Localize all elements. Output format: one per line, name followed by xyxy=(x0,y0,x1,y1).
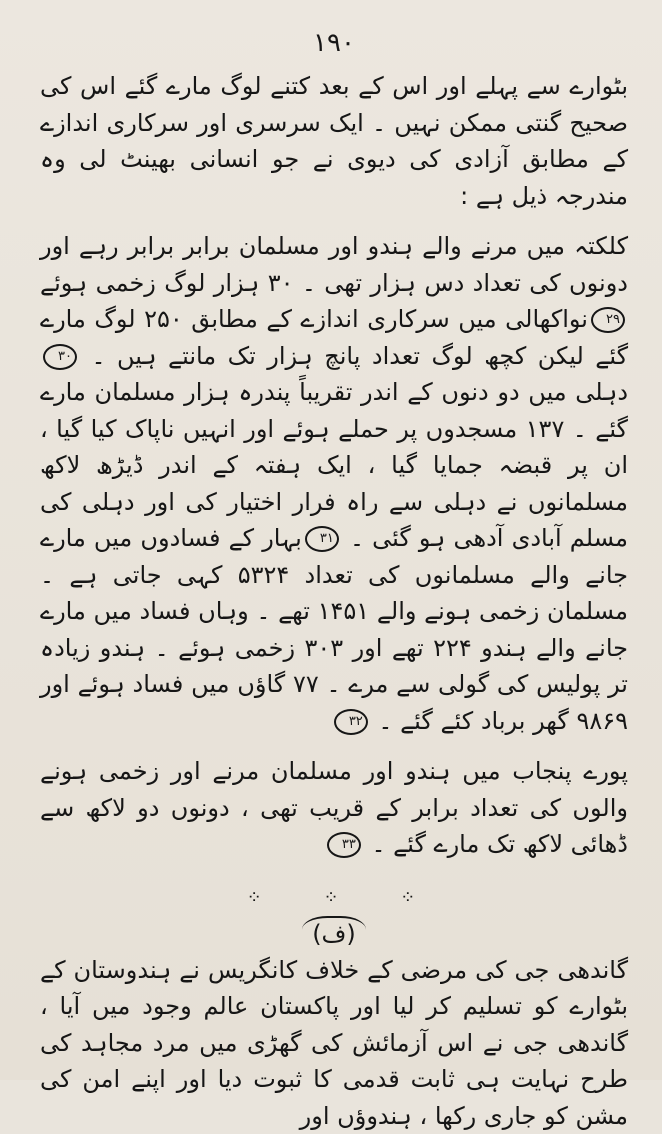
paragraph-text: نواکھالی میں سرکاری اندازے کے مطابق ۲۵۰ لوگ مارے گئے لیکن کچھ لوگ تعداد پانچ ہزار تک مانتے ہیں ۔ xyxy=(40,305,628,370)
footnote-marker: ۲۹ xyxy=(591,307,625,333)
closing-body xyxy=(40,952,628,1134)
paragraph-text: بٹوارے سے پہلے اور اس کے بعد کتنے لوگ مارے گئے اس کی صحیح گنتی ممکن نہیں ۔ ایک سرسری اور سرکاری اندازے کے مطابق آزادی کی دیوی نے جو انسانی بھینٹ لی وہ مندرجہ ذیل ہے : xyxy=(40,72,628,210)
closing-paragraph: گاندھی جی کی مرضی کے خلاف کانگریس نے ہندوستان کے بٹوارے کو تسلیم کر لیا اور پاکستان عالم وجود میں آیا ، گاندھی جی نے اس آزمائش کی گھڑی میں مرد مجاہد کی طرح نہایت ہی ثابت قدمی کا ثبوت دیا اور اپنے امن کی مشن کو جاری رکھا ، ہندوؤں اور xyxy=(40,952,628,1134)
paragraph-text: دہلی میں دو دنوں کے اندر تقریباً پندرہ ہزار مسلمان مارے گئے ۔ ۱۳۷ مسجدوں پر حملے ہوئے اور انہیں ناپاک کیا گیا ، ان پر قبضہ جمایا گیا ، ایک ہفتہ کے اندر ڈیڑھ لاکھ مسلمانوں نے دہلی سے راہ فرار اختیار کی اور دہلی کی مسلم آبادی آدھی ہو گئی ۔ xyxy=(40,378,628,552)
separator-mark: ⁘ xyxy=(247,887,268,908)
paragraph-text: کلکتہ میں مرنے والے ہندو اور مسلمان برابر برابر رہے اور دونوں کی تعداد دس ہزار تھی ۔ ۳۰ ہزار لوگ زخمی ہوئے xyxy=(40,232,628,297)
section-separator xyxy=(40,887,628,908)
footnote-marker: ۳۰ xyxy=(43,344,77,370)
separator-mark: ⁘ xyxy=(323,887,344,908)
section-heading xyxy=(40,916,628,950)
separator-mark: ⁘ xyxy=(400,887,421,908)
paragraph xyxy=(40,68,628,214)
paragraph-text: پورے پنجاب میں ہندو اور مسلمان مرنے اور زخمی ہونے والوں کی تعداد برابر کے قریب تھی ، دونوں دو لاکھ سے ڈھائی لاکھ تک مارے گئے ۔ xyxy=(40,757,628,858)
footnote-marker: ۳۳ xyxy=(327,832,361,858)
page-body xyxy=(40,68,628,863)
paragraph-text: بہار کے فسادوں میں مارے جانے والے مسلمانوں کی تعداد ۵۳۲۴ کہی جاتی ہے ۔ مسلمان زخمی ہونے والے ۱۴۵۱ تھے ۔ وہاں فساد میں مارے جانے والے ہندو ۲۲۴ تھے اور ۳۰۳ زخمی ہوئے ۔ ہندو زیادہ تر پولیس کی گولی سے مرے ۔ ۷۷ گاؤں میں فساد ہوئے اور ۹۸۶۹ گھر برباد کئے گئے ۔ xyxy=(40,524,628,735)
paragraph xyxy=(40,228,628,739)
footnote-marker: ۳۱ xyxy=(305,526,339,552)
paragraph xyxy=(40,753,628,863)
section-heading-label: (ف) xyxy=(302,916,366,950)
footnote-marker: ۳۲ xyxy=(334,709,368,735)
page-number: ۱۹۰ xyxy=(40,28,628,58)
